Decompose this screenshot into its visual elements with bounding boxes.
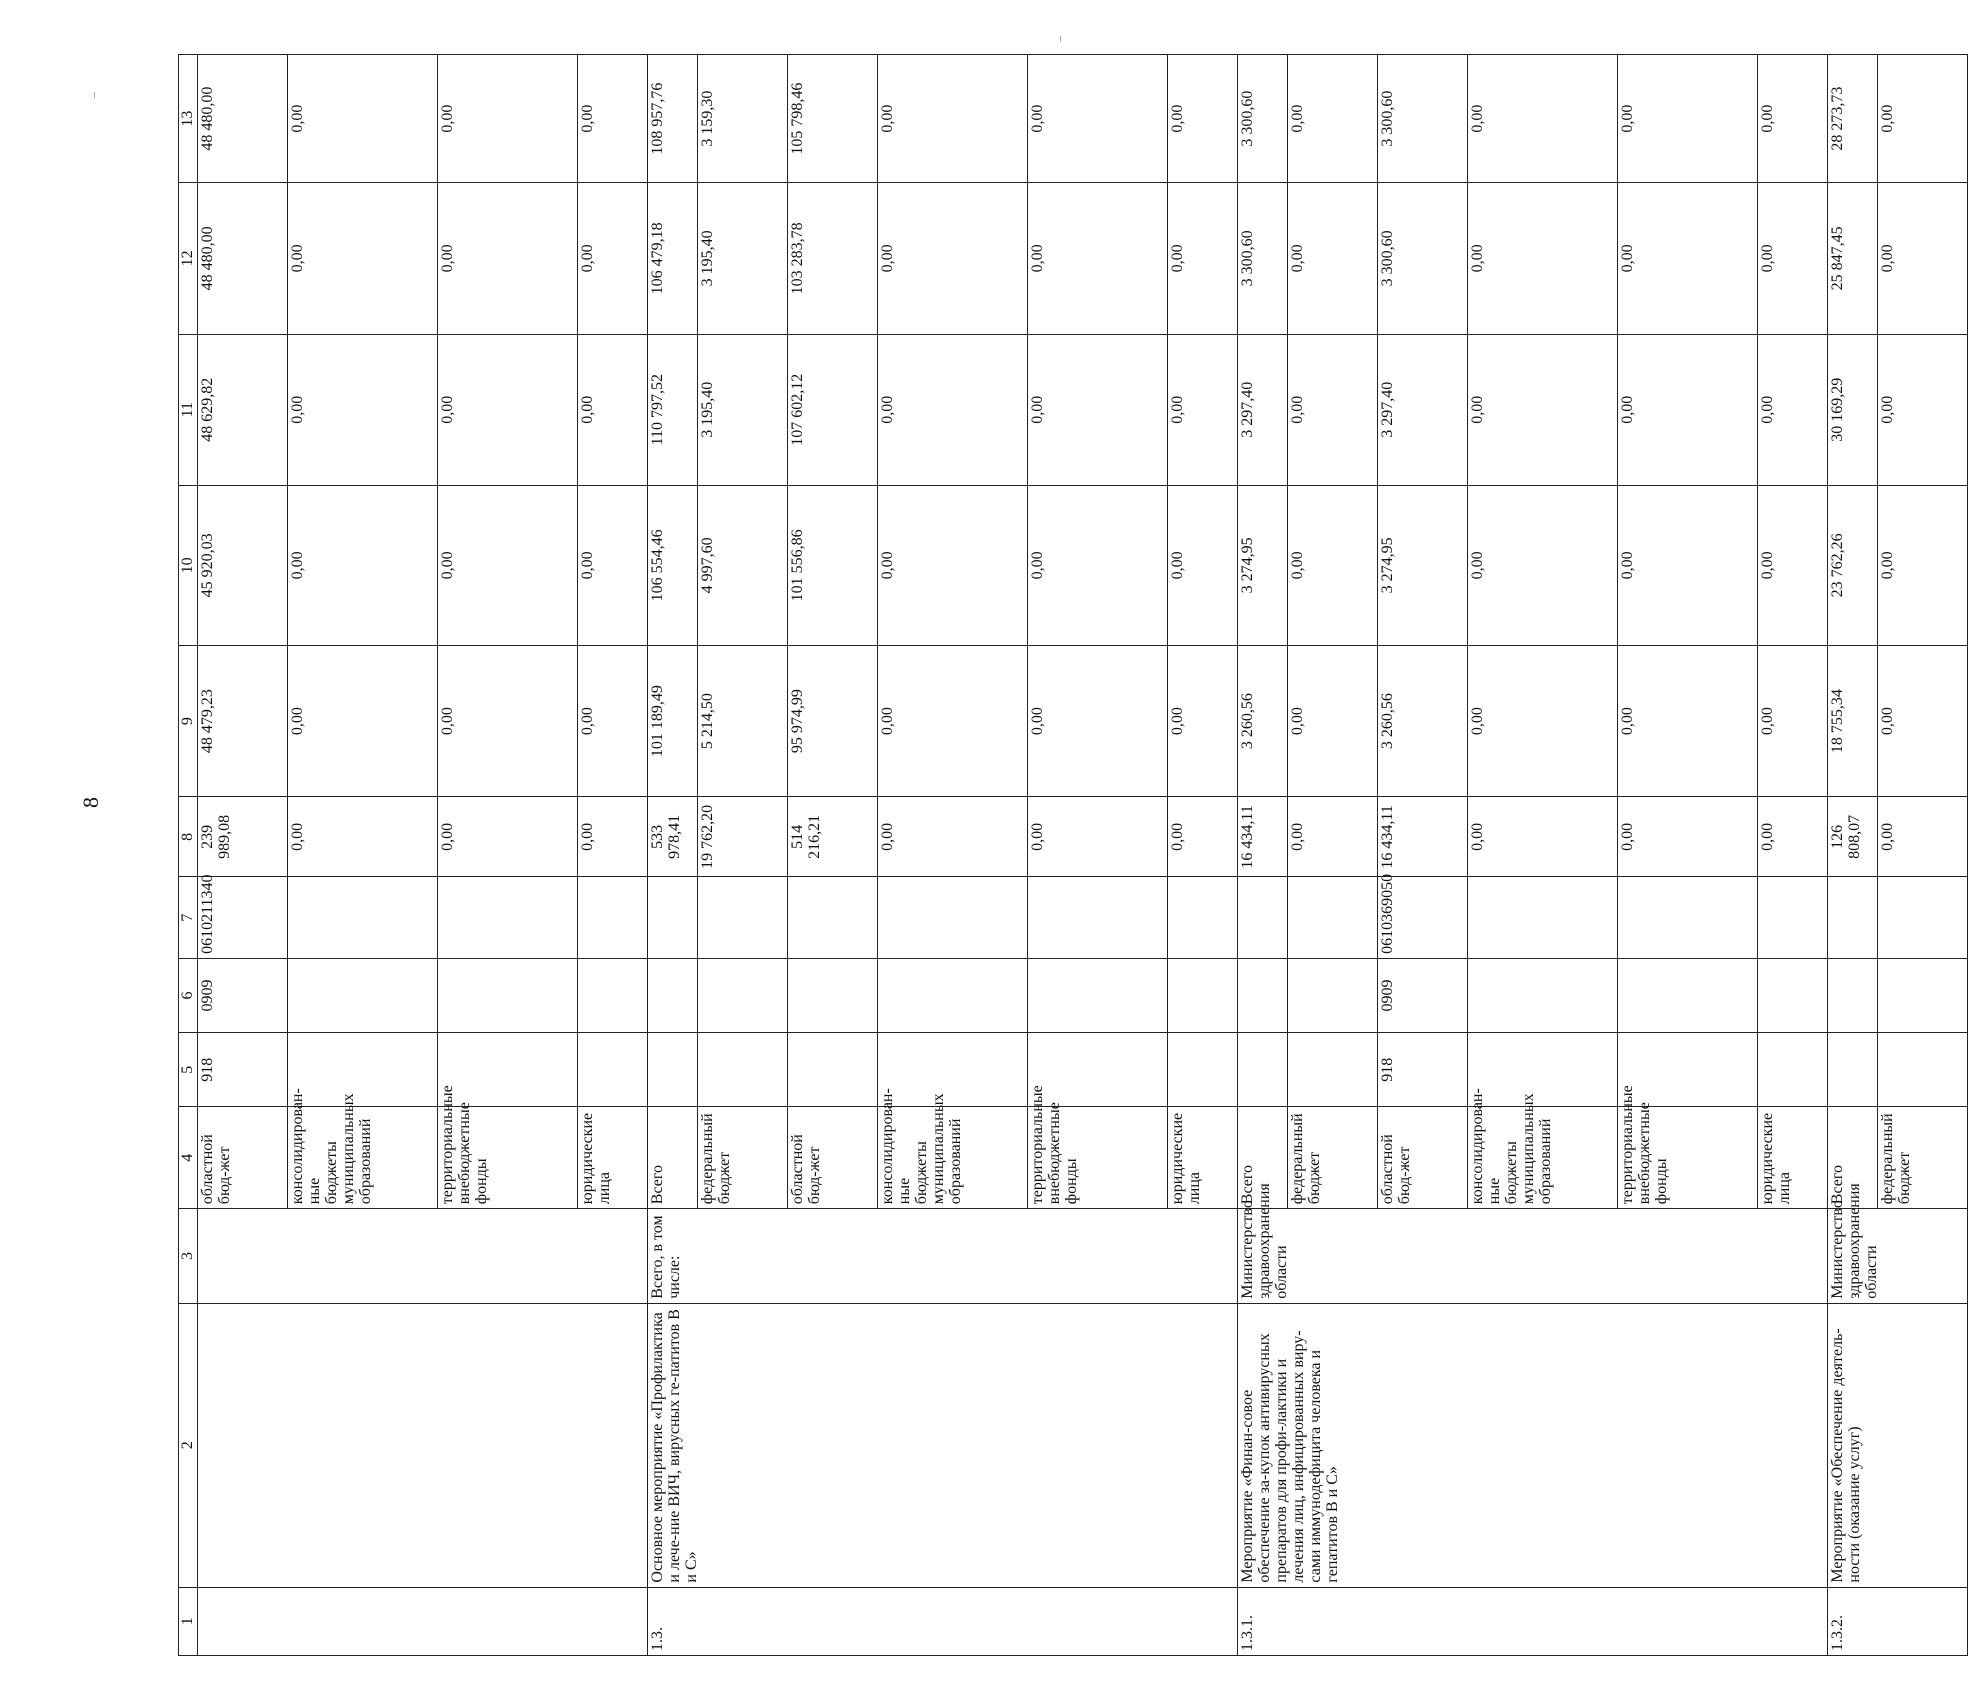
section-code-cell (1238, 958, 1288, 1032)
amount-cell: 0,00 (1468, 334, 1618, 485)
amount-cell: 0,00 (1028, 797, 1168, 877)
amount-cell: 18 755,34 (1828, 645, 1878, 796)
amount-cell: 19 762,20 (698, 797, 788, 877)
amount-cell: 0,00 (438, 797, 578, 877)
amount-cell: 0,00 (1288, 485, 1378, 645)
table-row (1828, 55, 1878, 1656)
executor-cell: Министерство здравоохранения области (1238, 1209, 1828, 1304)
section-code-cell (878, 958, 1028, 1032)
measure-name-cell: Мероприятие «Обеспечение деятель-ности (оказание услуг) (1828, 1303, 1968, 1587)
amount-cell: 0,00 (1618, 55, 1758, 183)
executor-cell (198, 1209, 648, 1304)
amount-cell: 0,00 (1618, 485, 1758, 645)
amount-cell: 0,00 (878, 183, 1028, 334)
target-article-cell: 0610211340 (198, 877, 288, 959)
section-code-cell (1878, 958, 1968, 1032)
grbs-code-cell (1468, 1033, 1618, 1107)
target-article-cell (1468, 877, 1618, 959)
funding-source-cell: территориальные внебюджетные фонды (1028, 1107, 1168, 1209)
section-code-cell (438, 958, 578, 1032)
amount-cell: 16 434,11 (1238, 797, 1288, 877)
table-row (198, 55, 288, 1656)
grbs-code-cell (1878, 1033, 1968, 1107)
scan-mark (94, 92, 95, 98)
target-article-cell (438, 877, 578, 959)
funding-source-cell: территориальные внебюджетные фонды (438, 1107, 578, 1209)
funding-source-cell: федеральный бюджет (1288, 1107, 1378, 1209)
column-header-3: 3 (179, 1209, 198, 1304)
amount-cell: 0,00 (288, 797, 438, 877)
target-article-cell (1288, 877, 1378, 959)
measure-name-cell: Мероприятие «Финан-совое обеспечение за-купок антивирусных препаратов для профи-лактики и лечения лиц, инфицированных виру-сами иммунодефицита человека и гепатитов В и С» (1238, 1303, 1828, 1587)
amount-cell: 3 300,60 (1378, 55, 1468, 183)
column-header-10: 10 (179, 485, 198, 645)
amount-cell: 3 300,60 (1238, 183, 1288, 334)
amount-cell: 0,00 (1028, 645, 1168, 796)
grbs-code-cell (1028, 1033, 1168, 1107)
funding-source-cell: юридические лица (1168, 1107, 1238, 1209)
amount-cell: 0,00 (578, 797, 648, 877)
section-code-cell (788, 958, 878, 1032)
column-header-13: 13 (179, 55, 198, 183)
funding-source-cell: областной бюд-жет (198, 1107, 288, 1209)
grbs-code-cell (1238, 1033, 1288, 1107)
amount-cell: 0,00 (1758, 645, 1828, 796)
funding-source-cell: юридические лица (578, 1107, 648, 1209)
grbs-code-cell (698, 1033, 788, 1107)
amount-cell: 3 297,40 (1378, 334, 1468, 485)
section-code-cell: 0909 (198, 958, 288, 1032)
amount-cell: 0,00 (1468, 797, 1618, 877)
amount-cell: 0,00 (1468, 645, 1618, 796)
amount-cell: 0,00 (1168, 645, 1238, 796)
grbs-code-cell (648, 1033, 698, 1107)
amount-cell: 0,00 (1758, 334, 1828, 485)
row-number-cell (198, 1587, 648, 1655)
section-code-cell (1758, 958, 1828, 1032)
section-code-cell (1288, 958, 1378, 1032)
amount-cell: 0,00 (1028, 334, 1168, 485)
amount-cell: 0,00 (1288, 183, 1378, 334)
amount-cell: 514 216,21 (788, 797, 878, 877)
grbs-code-cell (1618, 1033, 1758, 1107)
column-header-4: 4 (179, 1107, 198, 1209)
amount-cell: 48 479,23 (198, 645, 288, 796)
funding-source-cell: юридические лица (1758, 1107, 1828, 1209)
funding-source-cell: Всего (648, 1107, 698, 1209)
amount-cell: 0,00 (1028, 55, 1168, 183)
target-article-cell (648, 877, 698, 959)
amount-cell: 48 629,82 (198, 334, 288, 485)
amount-cell: 108 957,76 (648, 55, 698, 183)
amount-cell: 0,00 (1288, 645, 1378, 796)
section-code-cell (288, 958, 438, 1032)
amount-cell: 45 920,03 (198, 485, 288, 645)
amount-cell: 0,00 (1618, 797, 1758, 877)
target-article-cell (698, 877, 788, 959)
scan-mark (1060, 36, 1061, 42)
funding-source-cell: консолидирован-ные бюджеты муниципальных образований (878, 1107, 1028, 1209)
amount-cell: 0,00 (288, 485, 438, 645)
column-header-7: 7 (179, 877, 198, 959)
section-code-cell (1828, 958, 1878, 1032)
section-code-cell (578, 958, 648, 1032)
funding-source-cell: федеральный бюджет (1878, 1107, 1968, 1209)
section-code-cell (1618, 958, 1758, 1032)
row-number-cell: 1.3.2. (1828, 1587, 1968, 1655)
amount-cell: 3 195,40 (698, 334, 788, 485)
funding-source-cell: консолидирован-ные бюджеты муниципальных образований (288, 1107, 438, 1209)
amount-cell: 3 300,60 (1378, 183, 1468, 334)
amount-cell: 3 260,56 (1378, 645, 1468, 796)
amount-cell: 0,00 (1468, 485, 1618, 645)
column-header-12: 12 (179, 183, 198, 334)
amount-cell: 3 195,40 (698, 183, 788, 334)
amount-cell: 0,00 (1168, 183, 1238, 334)
amount-cell: 0,00 (438, 334, 578, 485)
executor-cell: Министерство здравоохранения области (1828, 1209, 1968, 1304)
amount-cell: 106 554,46 (648, 485, 698, 645)
rotated-table-wrapper (178, 54, 1913, 1656)
amount-cell: 0,00 (878, 334, 1028, 485)
section-code-cell: 0909 (1378, 958, 1468, 1032)
section-code-cell (698, 958, 788, 1032)
amount-cell: 0,00 (1168, 55, 1238, 183)
target-article-cell (578, 877, 648, 959)
amount-cell: 28 273,73 (1828, 55, 1878, 183)
amount-cell: 0,00 (288, 334, 438, 485)
amount-cell: 0,00 (878, 485, 1028, 645)
column-header-2: 2 (179, 1303, 198, 1587)
grbs-code-cell (788, 1033, 878, 1107)
measure-name-cell: Основное мероприятие «Профилактика и лече-ние ВИЧ, вирусных ге-патитов В и С» (648, 1303, 1238, 1587)
amount-cell: 0,00 (1758, 183, 1828, 334)
column-header-11: 11 (179, 334, 198, 485)
grbs-code-cell: 918 (1378, 1033, 1468, 1107)
grbs-code-cell (1288, 1033, 1378, 1107)
amount-cell: 0,00 (1028, 183, 1168, 334)
amount-cell: 3 159,30 (698, 55, 788, 183)
target-article-cell (1758, 877, 1828, 959)
row-number-cell: 1.3.1. (1238, 1587, 1828, 1655)
funding-source-cell: областной бюд-жет (788, 1107, 878, 1209)
section-code-cell (1468, 958, 1618, 1032)
grbs-code-cell (1828, 1033, 1878, 1107)
column-header-8: 8 (179, 797, 198, 877)
amount-cell: 0,00 (578, 485, 648, 645)
amount-cell: 16 434,11 (1378, 797, 1468, 877)
amount-cell: 103 283,78 (788, 183, 878, 334)
target-article-cell: 0610369050 (1378, 877, 1468, 959)
amount-cell: 4 997,60 (698, 485, 788, 645)
amount-cell: 25 847,45 (1828, 183, 1878, 334)
amount-cell: 101 189,49 (648, 645, 698, 796)
target-article-cell (788, 877, 878, 959)
amount-cell: 0,00 (1878, 334, 1968, 485)
amount-cell: 0,00 (1878, 183, 1968, 334)
grbs-code-cell (288, 1033, 438, 1107)
amount-cell: 0,00 (1288, 334, 1378, 485)
target-article-cell (1238, 877, 1288, 959)
section-code-cell (1028, 958, 1168, 1032)
amount-cell: 3 260,56 (1238, 645, 1288, 796)
grbs-code-cell (578, 1033, 648, 1107)
table-row (648, 55, 698, 1656)
target-article-cell (1168, 877, 1238, 959)
amount-cell: 0,00 (578, 645, 648, 796)
column-header-6: 6 (179, 958, 198, 1032)
amount-cell: 0,00 (438, 485, 578, 645)
target-article-cell (1618, 877, 1758, 959)
amount-cell: 0,00 (1618, 645, 1758, 796)
funding-source-cell: территориальные внебюджетные фонды (1618, 1107, 1758, 1209)
column-header-9: 9 (179, 645, 198, 796)
amount-cell: 0,00 (1758, 797, 1828, 877)
amount-cell: 48 480,00 (198, 55, 288, 183)
amount-cell: 0,00 (1028, 485, 1168, 645)
table-body (198, 55, 1968, 1656)
amount-cell: 0,00 (878, 645, 1028, 796)
amount-cell: 106 479,18 (648, 183, 698, 334)
amount-cell: 0,00 (1468, 55, 1618, 183)
amount-cell: 48 480,00 (198, 183, 288, 334)
funding-source-cell: консолидирован-ные бюджеты муниципальных образований (1468, 1107, 1618, 1209)
amount-cell: 23 762,26 (1828, 485, 1878, 645)
section-code-cell (648, 958, 698, 1032)
amount-cell: 105 798,46 (788, 55, 878, 183)
amount-cell: 0,00 (1878, 797, 1968, 877)
amount-cell: 0,00 (1878, 645, 1968, 796)
grbs-code-cell (438, 1033, 578, 1107)
amount-cell: 3 297,40 (1238, 334, 1288, 485)
funding-source-cell: областной бюд-жет (1378, 1107, 1468, 1209)
grbs-code-cell (878, 1033, 1028, 1107)
amount-cell: 30 169,29 (1828, 334, 1878, 485)
amount-cell: 0,00 (1288, 55, 1378, 183)
amount-cell: 3 300,60 (1238, 55, 1288, 183)
amount-cell: 0,00 (1618, 183, 1758, 334)
amount-cell: 3 274,95 (1378, 485, 1468, 645)
amount-cell: 3 274,95 (1238, 485, 1288, 645)
amount-cell: 533 978,41 (648, 797, 698, 877)
amount-cell: 0,00 (578, 55, 648, 183)
amount-cell: 5 214,50 (698, 645, 788, 796)
target-article-cell (1828, 877, 1878, 959)
target-article-cell (878, 877, 1028, 959)
amount-cell: 0,00 (438, 55, 578, 183)
column-header-1: 1 (179, 1587, 198, 1655)
row-number-cell: 1.3. (648, 1587, 1238, 1655)
amount-cell: 0,00 (438, 183, 578, 334)
funding-source-cell: Всего (1238, 1107, 1288, 1209)
executor-cell: Всего, в том числе: (648, 1209, 1238, 1304)
page-number: 8 (78, 797, 103, 808)
section-code-cell (1168, 958, 1238, 1032)
amount-cell: 107 602,12 (788, 334, 878, 485)
grbs-code-cell (1168, 1033, 1238, 1107)
amount-cell: 0,00 (1878, 485, 1968, 645)
target-article-cell (1028, 877, 1168, 959)
amount-cell: 0,00 (288, 55, 438, 183)
budget-table (178, 54, 1968, 1656)
grbs-code-cell (1758, 1033, 1828, 1107)
header-row (179, 55, 198, 1656)
amount-cell: 95 974,99 (788, 645, 878, 796)
measure-name-cell (198, 1303, 648, 1587)
amount-cell: 0,00 (1288, 797, 1378, 877)
amount-cell: 0,00 (578, 334, 648, 485)
amount-cell: 0,00 (1168, 485, 1238, 645)
amount-cell: 239 989,08 (198, 797, 288, 877)
amount-cell: 0,00 (878, 55, 1028, 183)
amount-cell: 0,00 (1878, 55, 1968, 183)
amount-cell: 101 556,86 (788, 485, 878, 645)
funding-source-cell: Всего (1828, 1107, 1878, 1209)
table-row (1238, 55, 1288, 1656)
amount-cell: 0,00 (1468, 183, 1618, 334)
target-article-cell (288, 877, 438, 959)
amount-cell: 0,00 (1618, 334, 1758, 485)
amount-cell: 0,00 (878, 797, 1028, 877)
grbs-code-cell: 918 (198, 1033, 288, 1107)
column-header-5: 5 (179, 1033, 198, 1107)
amount-cell: 110 797,52 (648, 334, 698, 485)
amount-cell: 0,00 (288, 183, 438, 334)
funding-source-cell: федеральный бюджет (698, 1107, 788, 1209)
amount-cell: 0,00 (578, 183, 648, 334)
amount-cell: 0,00 (1168, 334, 1238, 485)
amount-cell: 0,00 (1758, 55, 1828, 183)
amount-cell: 0,00 (1758, 485, 1828, 645)
target-article-cell (1878, 877, 1968, 959)
amount-cell: 0,00 (438, 645, 578, 796)
amount-cell: 0,00 (1168, 797, 1238, 877)
amount-cell: 126 808,07 (1828, 797, 1878, 877)
amount-cell: 0,00 (288, 645, 438, 796)
